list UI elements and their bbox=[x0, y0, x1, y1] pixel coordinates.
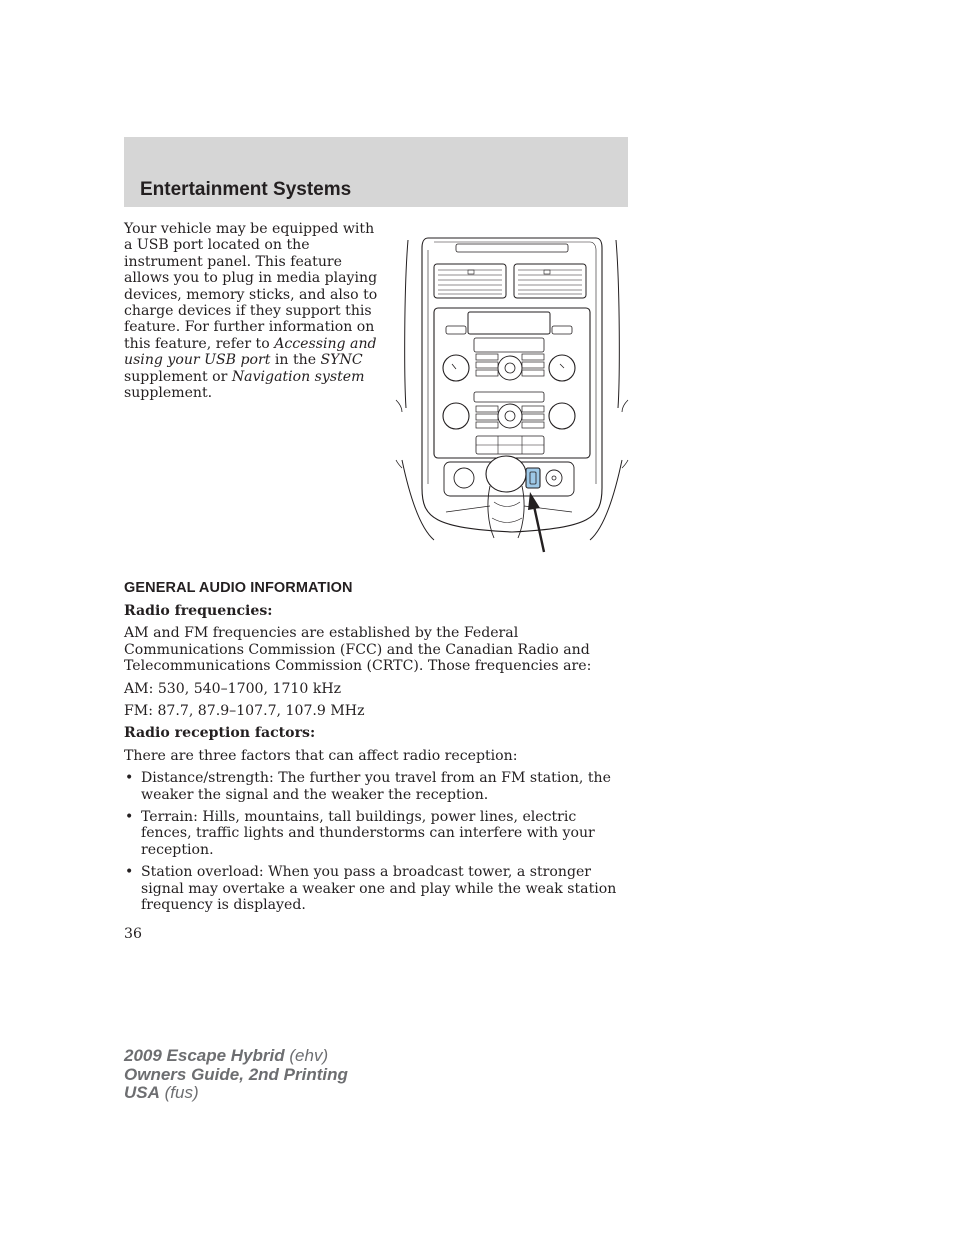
section-header-band bbox=[124, 137, 628, 207]
bullet-icon: • bbox=[125, 864, 134, 881]
footer-line-1 bbox=[124, 1047, 348, 1066]
instrument-panel-illustration bbox=[394, 228, 630, 558]
gear-shift-knob bbox=[486, 456, 526, 492]
navigation-reference: Navigation system bbox=[231, 368, 365, 385]
page-title: Entertainment Systems bbox=[140, 179, 352, 200]
radio-frequencies-label: Radio frequencies: bbox=[124, 603, 273, 619]
usb-reference: Accessing and using your USB port bbox=[124, 335, 377, 369]
footer-model-code: (ehv) bbox=[284, 1046, 329, 1065]
footer-printing: Owners Guide, 2nd Printing bbox=[124, 1064, 348, 1084]
list-item bbox=[124, 809, 629, 858]
tune-knob bbox=[549, 355, 575, 381]
document-footer bbox=[124, 1047, 348, 1103]
list-item bbox=[124, 770, 629, 803]
radio-face bbox=[434, 308, 590, 458]
footer-model: 2009 Escape Hybrid bbox=[124, 1046, 285, 1065]
intro-paragraph bbox=[124, 221, 384, 401]
reception-intro: There are three factors that can affect radio reception: bbox=[124, 747, 518, 764]
footer-line-3 bbox=[124, 1084, 348, 1103]
fm-frequency-line: FM: 87.7, 87.9–107.7, 107.9 MHz bbox=[124, 703, 365, 720]
footer-line-2 bbox=[124, 1066, 348, 1085]
intro-text-3: supplement or bbox=[124, 368, 232, 385]
volume-knob bbox=[443, 355, 469, 381]
bullet-text: Terrain: Hills, mountains, tall buildings, power lines, electric fences, traffic lights and thunderstorms can interfere with your reception. bbox=[141, 809, 595, 858]
footer-market: USA bbox=[124, 1083, 160, 1102]
bullet-icon: • bbox=[125, 809, 134, 826]
reception-factors-label: Radio reception factors: bbox=[124, 725, 316, 742]
section-heading: GENERAL AUDIO INFORMATION bbox=[124, 580, 353, 596]
footer-market-code: (fus) bbox=[159, 1083, 199, 1102]
reception-factors-list bbox=[124, 770, 629, 913]
usb-port bbox=[526, 468, 540, 488]
frequencies-paragraph: AM and FM frequencies are established by the Federal Communications Commission (FCC) and the Canadian Radio and Telecommunications Commission (CRTC). Those frequencies are: bbox=[124, 625, 592, 675]
intro-text-4: supplement. bbox=[124, 385, 213, 402]
left-vent bbox=[434, 264, 506, 298]
fan-knob bbox=[443, 403, 469, 429]
usb-pointer-arrow bbox=[534, 506, 544, 552]
temp-knob bbox=[549, 403, 575, 429]
audio-info-body bbox=[124, 603, 629, 920]
bullet-icon: • bbox=[125, 770, 134, 787]
intro-text-1: Your vehicle may be equipped with a USB port located on the instrument panel. This feature allows you to plug in media playing devices, memory sticks, and also to charge devices if they support this feature. For further information on this feature, refer to bbox=[124, 221, 378, 352]
bullet-text: Distance/strength: The further you travel from an FM station, the weaker the signal and the weaker the reception. bbox=[141, 770, 611, 803]
intro-text-2: in the bbox=[270, 352, 321, 369]
sync-reference: SYNC bbox=[320, 352, 363, 369]
bullet-text: Station overload: When you pass a broadcast tower, a stronger signal may overtake a weaker one and play while the weak station frequency is displayed. bbox=[141, 864, 617, 914]
am-frequency-line: AM: 530, 540–1700, 1710 kHz bbox=[124, 680, 342, 697]
right-vent bbox=[514, 264, 586, 298]
list-item bbox=[124, 864, 629, 913]
radio-display bbox=[468, 312, 550, 334]
page-number: 36 bbox=[124, 926, 142, 942]
